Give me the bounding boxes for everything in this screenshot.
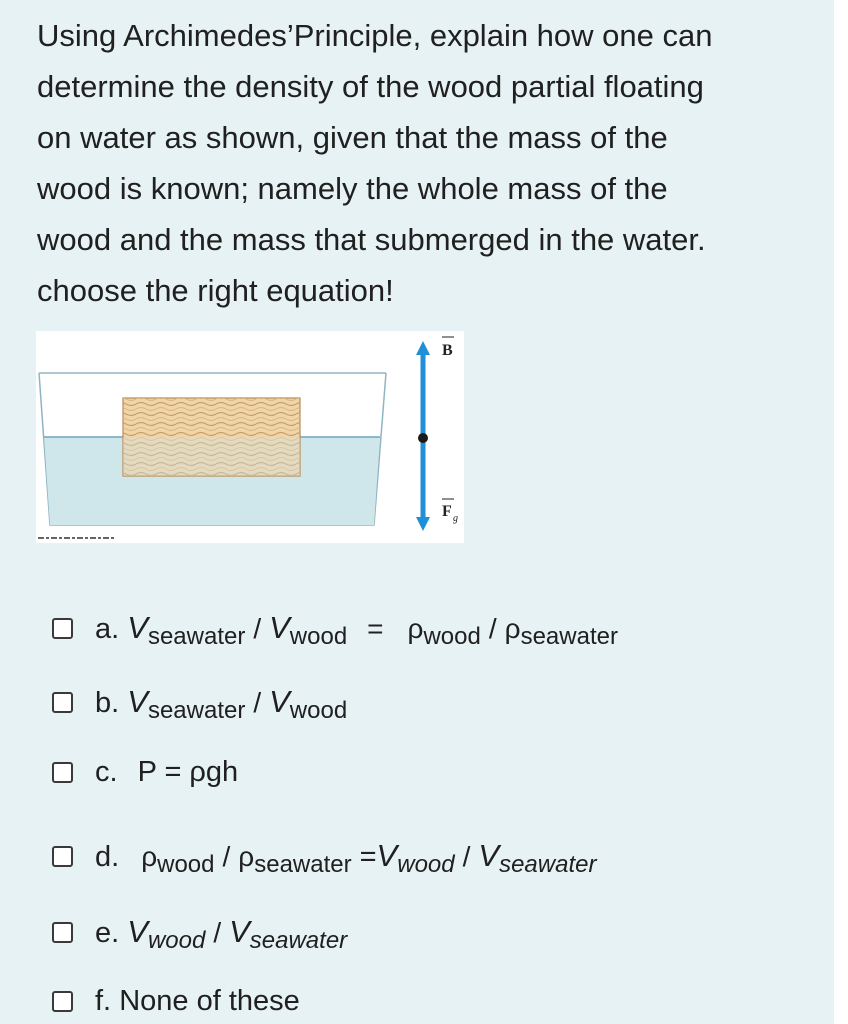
- buoyant-force-label: B: [442, 342, 453, 359]
- eq-symbol: V: [127, 684, 148, 719]
- option-b[interactable]: [52, 684, 348, 724]
- eq-symbol: V: [229, 914, 250, 949]
- question-text: [37, 10, 817, 316]
- option-d-equation: [95, 838, 597, 878]
- eq-subscript: seawater: [499, 851, 597, 878]
- eq-subscript: wood: [397, 851, 455, 878]
- eq-subscript: wood: [423, 623, 481, 650]
- option-letter: d.: [95, 841, 120, 873]
- eq-symbol: ρ: [504, 613, 521, 644]
- figure-svg: [36, 331, 464, 543]
- eq-slash: /: [222, 841, 231, 872]
- eq-symbol: ρ: [141, 841, 158, 872]
- arrow-up-head: [416, 341, 430, 355]
- eq-subscript: wood: [289, 697, 348, 724]
- option-f-equation: [95, 985, 300, 1018]
- eq-equals: =: [367, 613, 384, 644]
- option-f-checkbox[interactable]: [52, 991, 73, 1012]
- eq-symbol: V: [127, 914, 148, 949]
- option-letter: e.: [95, 917, 120, 949]
- eq-symbol: V: [478, 838, 500, 873]
- option-c[interactable]: [52, 756, 238, 789]
- question-line: Using Archimedes’Principle, explain how one can: [37, 18, 713, 53]
- option-a-equation: [95, 610, 618, 650]
- option-e[interactable]: [52, 914, 348, 954]
- option-letter: c.: [95, 756, 118, 788]
- eq-symbol: V: [127, 610, 148, 645]
- eq-subscript: seawater: [147, 697, 246, 724]
- eq-symbol: V: [376, 838, 398, 873]
- eq-slash: /: [213, 917, 222, 948]
- eq-subscript: wood: [289, 623, 348, 650]
- option-f-text: None of these: [119, 985, 300, 1017]
- right-edge: [834, 0, 848, 1024]
- option-letter: f.: [95, 985, 112, 1017]
- eq-symbol: ρ: [238, 841, 255, 872]
- option-e-equation: [95, 914, 348, 954]
- question-line: determine the density of the wood partial floating: [37, 69, 704, 104]
- question-line: wood and the mass that submerged in the water.: [37, 222, 706, 257]
- option-a-checkbox[interactable]: [52, 618, 73, 639]
- eq-subscript: seawater: [520, 623, 618, 650]
- eq-symbol: V: [269, 684, 290, 719]
- option-b-checkbox[interactable]: [52, 692, 73, 713]
- eq-subscript: wood: [157, 851, 215, 878]
- eq-symbol: V: [269, 610, 290, 645]
- wood-block: [123, 398, 300, 476]
- gravity-force-label: F: [442, 503, 452, 520]
- eq-subscript: wood: [147, 927, 206, 954]
- eq-symbol: ρ: [407, 613, 424, 644]
- option-a[interactable]: [52, 610, 618, 650]
- option-d-checkbox[interactable]: [52, 846, 73, 867]
- option-f[interactable]: [52, 985, 300, 1018]
- option-d[interactable]: [52, 838, 597, 878]
- eq-slash: /: [462, 841, 471, 872]
- option-c-checkbox[interactable]: [52, 762, 73, 783]
- center-dot: [418, 433, 428, 443]
- force-vector: [416, 341, 430, 531]
- buoyancy-figure: [36, 331, 464, 543]
- eq-subscript: seawater: [147, 623, 246, 650]
- option-e-checkbox[interactable]: [52, 922, 73, 943]
- eq-subscript: seawater: [249, 927, 348, 954]
- gravity-subscript: g: [453, 513, 458, 524]
- eq-equals: =: [359, 841, 377, 873]
- option-letter: a.: [95, 613, 120, 645]
- eq-slash: /: [488, 613, 497, 644]
- option-c-text: P = ρgh: [137, 756, 239, 788]
- eq-slash: /: [253, 687, 262, 718]
- eq-slash: /: [253, 613, 262, 644]
- eq-subscript: seawater: [254, 851, 352, 878]
- question-line: choose the right equation!: [37, 273, 394, 308]
- option-b-equation: [95, 684, 348, 724]
- option-letter: b.: [95, 687, 120, 719]
- question-line: on water as shown, given that the mass of the: [37, 120, 668, 155]
- arrow-down-head: [416, 517, 430, 531]
- option-c-equation: [95, 756, 238, 789]
- question-line: wood is known; namely the whole mass of the: [37, 171, 668, 206]
